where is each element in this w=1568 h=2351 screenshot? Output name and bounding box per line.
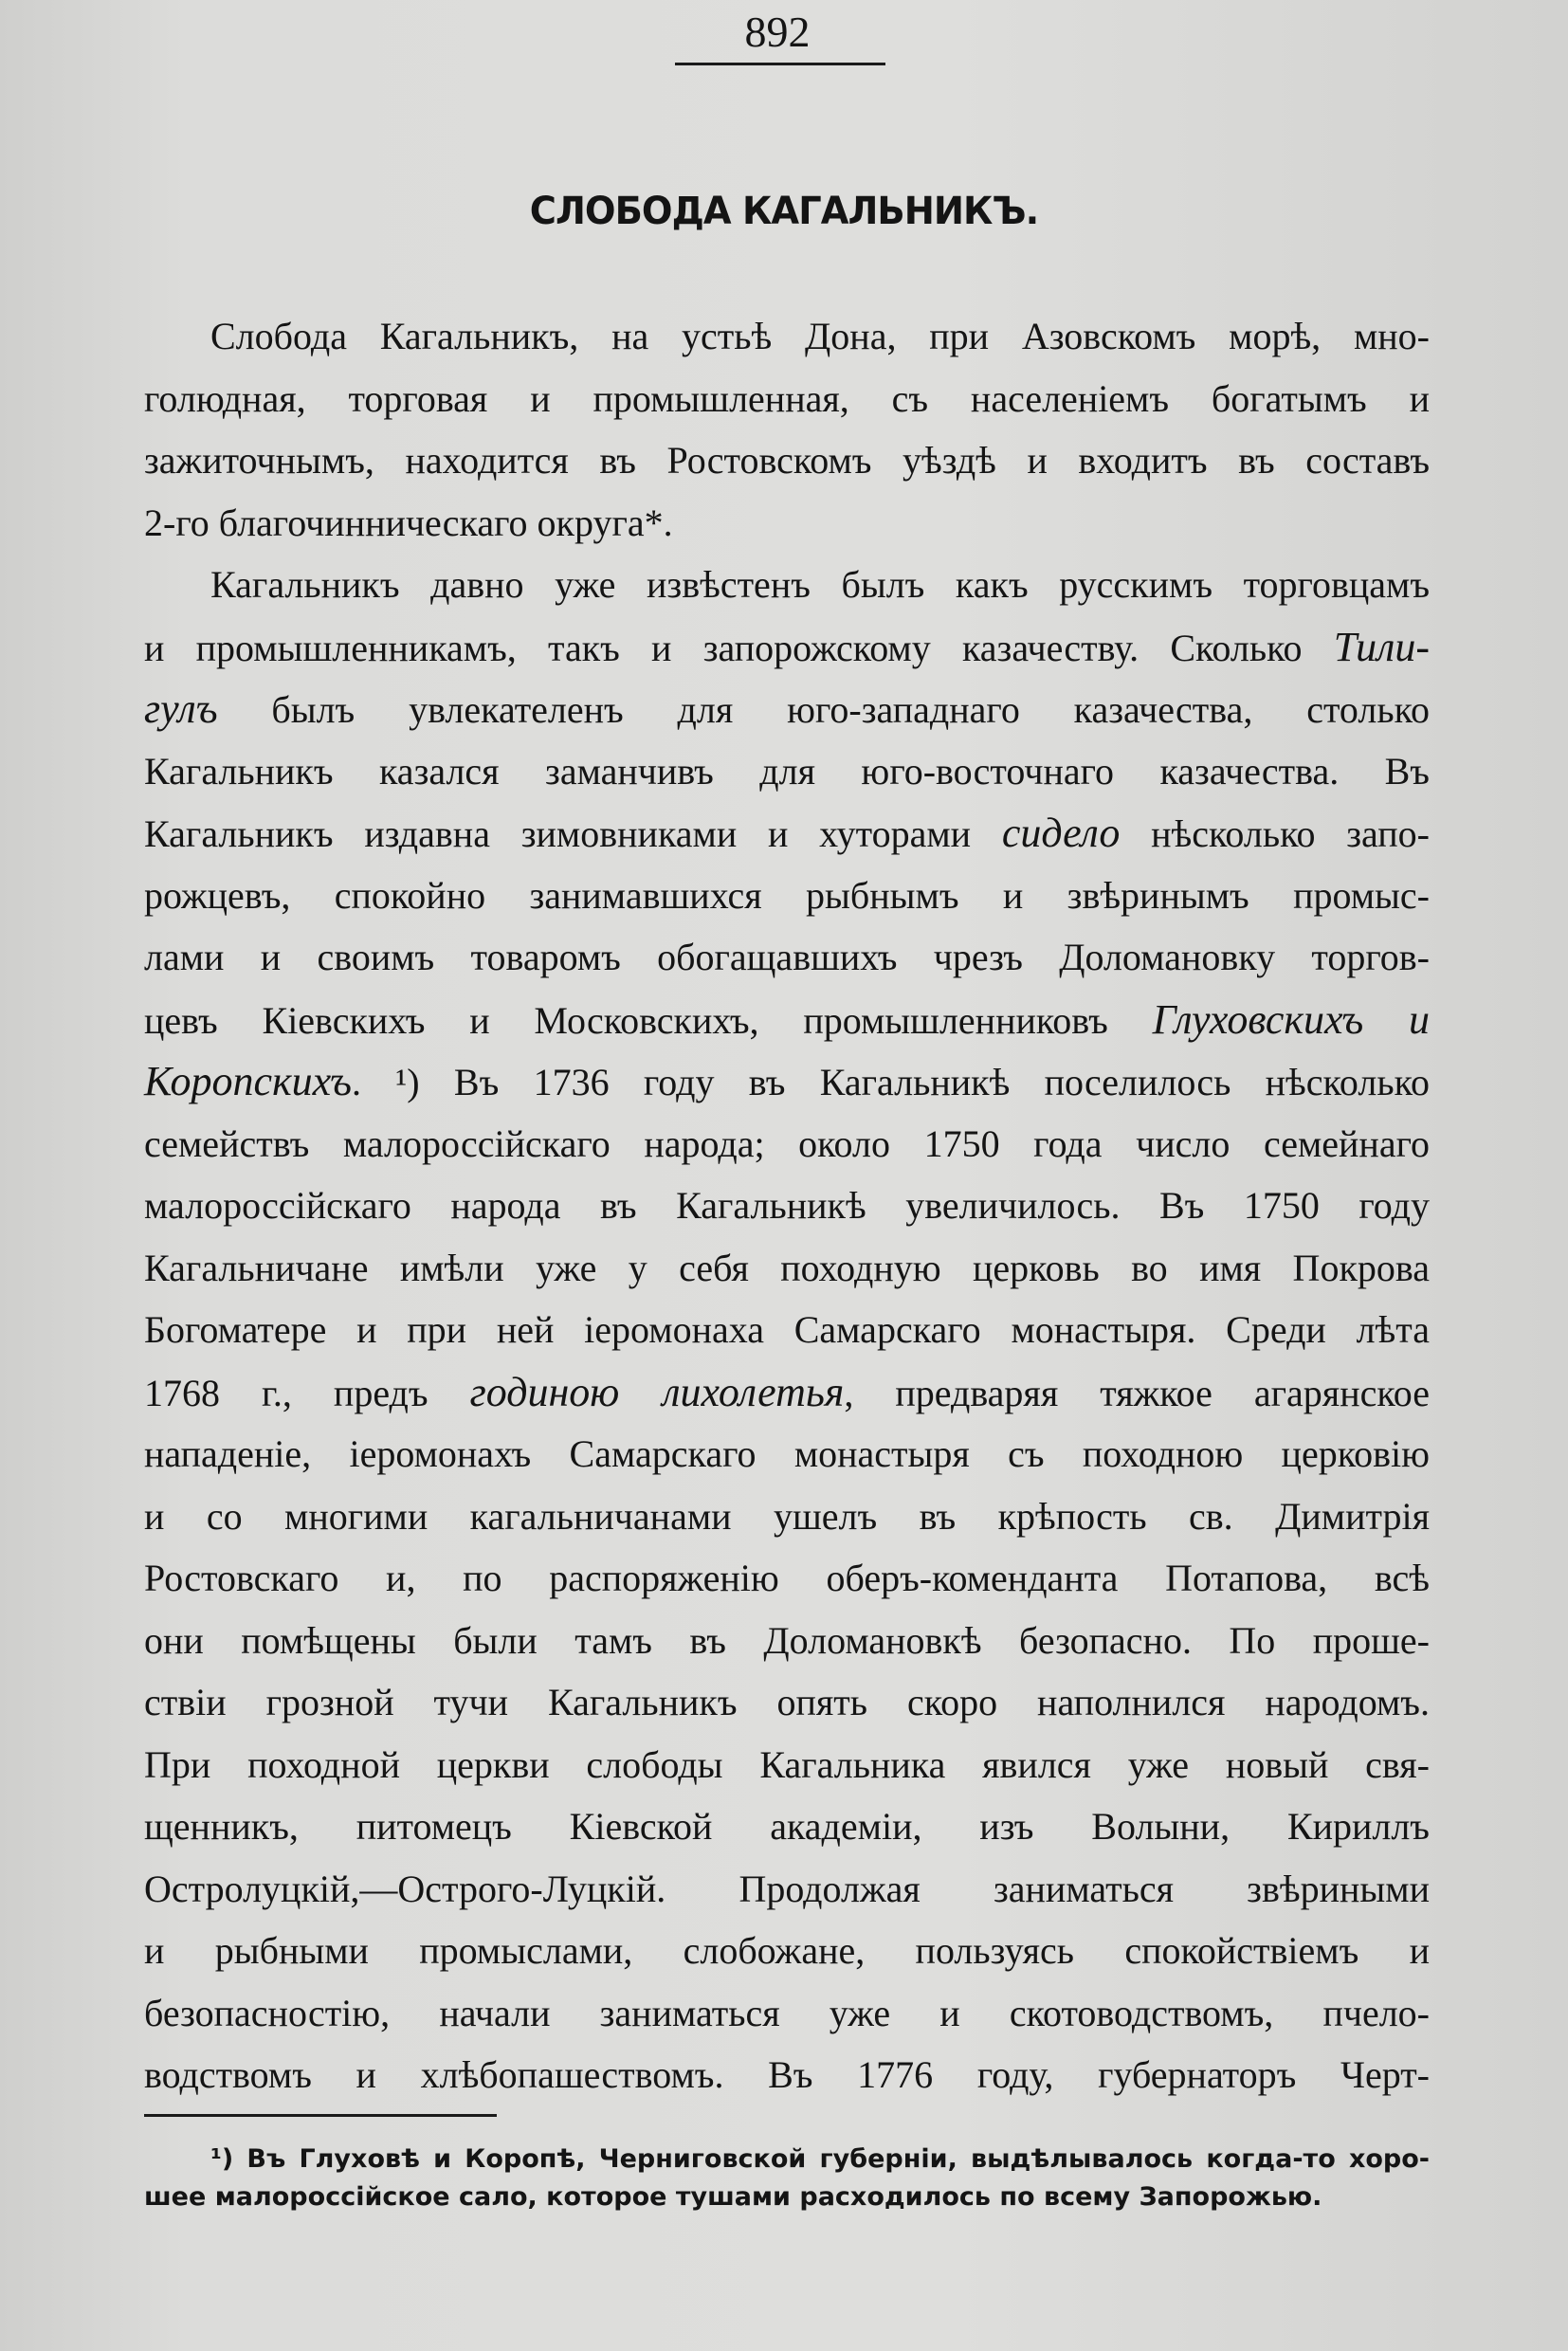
text-run: 1768 г., предъ bbox=[144, 1371, 470, 1414]
text-line: семействъ малороссійскаго народа; около 1750 года число семейнаго bbox=[144, 1121, 1430, 1165]
text-line: зажиточнымъ, находится въ Ростовскомъ уѣздѣ и входитъ въ составъ bbox=[144, 439, 1430, 482]
text-line: рожцевъ, спокойно занимавшихся рыбнымъ и звѣринымъ промыс- bbox=[144, 873, 1430, 917]
text-line: и со многими кагальничанами ушелъ въ крѣпость св. Димитрія bbox=[144, 1494, 1430, 1538]
page-number-rule bbox=[675, 63, 885, 65]
text-line: Кагальникъ давно уже извѣстенъ былъ какъ русскимъ торговцамъ bbox=[210, 563, 1430, 606]
text-line: Богоматере и при ней іеромонаха Самарскаго монастыря. Среди лѣта bbox=[144, 1308, 1430, 1351]
text-run: нѣсколько запо- bbox=[1120, 812, 1430, 855]
text-line: нападеніе, іеромонахъ Самарскаго монастыря съ походною церковію bbox=[144, 1432, 1430, 1475]
text-line: Остролуцкій,—Острого-Луцкій. Продолжая заниматься звѣриными bbox=[144, 1867, 1430, 1910]
italic-place-name: Коропскихъ bbox=[144, 1058, 352, 1104]
text-run: Кагальникъ издавна зимовниками и хуторами bbox=[144, 812, 1002, 855]
italic-word: сидело bbox=[1001, 810, 1121, 856]
text-run: цевъ Кіевскихъ и Московскихъ, промышленниковъ bbox=[144, 998, 1153, 1042]
text-line: При походной церкви слободы Кагальника явился уже новый свя- bbox=[144, 1742, 1430, 1786]
chapter-title: СЛОБОДА КАГАЛЬНИКЪ. bbox=[529, 190, 1039, 233]
italic-phrase: годиною лихолетья bbox=[469, 1368, 845, 1415]
text-line: безопасностію, начали заниматься уже и скотоводствомъ, пчело- bbox=[144, 1991, 1430, 2034]
text-line: водствомъ и хлѣбопашествомъ. Въ 1776 году, губернаторъ Черт- bbox=[144, 2053, 1430, 2096]
text-line: Ростовскаго и, по распоряженію оберъ-коменданта Потапова, всѣ bbox=[144, 1557, 1430, 1599]
text-run: . ¹) Въ 1736 году въ Кагальникѣ поселилось нѣсколько bbox=[351, 1061, 1430, 1103]
text-run: и промышленникамъ, такъ и запорожскому казачеству. Сколько bbox=[144, 626, 1334, 669]
text-line: щенникъ, питомецъ Кіевской академіи, изъ Волыни, Кириллъ bbox=[144, 1805, 1430, 1848]
italic-place-name: Глуховскихъ и bbox=[1152, 995, 1431, 1043]
text-line: Слобода Кагальникъ, на устьѣ Дона, при Азовскомъ морѣ, мно- bbox=[210, 315, 1430, 357]
text-line: они помѣщены были тамъ въ Доломановкѣ безопасно. По проше- bbox=[144, 1618, 1430, 1662]
text-line: ствіи грозной тучи Кагальникъ опять скоро наполнился народомъ. bbox=[144, 1681, 1430, 1723]
text-line: голюдная, торговая и промышленная, съ населеніемъ богатымъ и bbox=[144, 376, 1430, 420]
text-line: 2-го благочинническаго округа*. bbox=[144, 501, 673, 544]
footnote-line: шее малороссійское сало, которое тушами расходилось по всему Запорожью. bbox=[144, 2182, 1322, 2212]
text-line bbox=[144, 616, 1430, 679]
text-line: Кагальникъ казался заманчивъ для юго-восточнаго казачества. Въ bbox=[144, 749, 1430, 793]
footnote-line: ¹) Въ Глуховѣ и Коропѣ, Черниговской губерніи, выдѣлывалось когда-то хоро- bbox=[210, 2144, 1430, 2174]
text-line: малороссійскаго народа въ Кагальникѣ увеличилось. Въ 1750 году bbox=[144, 1184, 1430, 1227]
text-line bbox=[144, 1361, 1430, 1424]
body-text bbox=[144, 305, 1430, 2106]
text-line bbox=[144, 678, 1430, 740]
footnote-rule bbox=[144, 2114, 497, 2117]
text-line bbox=[144, 989, 1430, 1051]
text-line: лами и своимъ товаромъ обогащавшихъ чрезъ Доломановку торгов- bbox=[144, 936, 1430, 978]
text-line: Кагальничане имѣли уже у себя походную церковь во имя Покрова bbox=[144, 1246, 1430, 1289]
text-run: , предваряя тяжкое агарянское bbox=[844, 1371, 1431, 1414]
text-run: былъ увлекателенъ для юго-западнаго казачества, столько bbox=[217, 688, 1430, 731]
footnote bbox=[144, 2141, 1430, 2216]
text-line bbox=[144, 1050, 1430, 1113]
text-line: и рыбными промыслами, слобожане, пользуясь спокойствіемъ и bbox=[144, 1929, 1430, 1972]
italic-place-name: Тили- bbox=[1333, 623, 1430, 670]
page-number: 892 bbox=[744, 8, 811, 56]
italic-place-name: гулъ bbox=[144, 685, 218, 732]
text-line bbox=[144, 802, 1430, 865]
